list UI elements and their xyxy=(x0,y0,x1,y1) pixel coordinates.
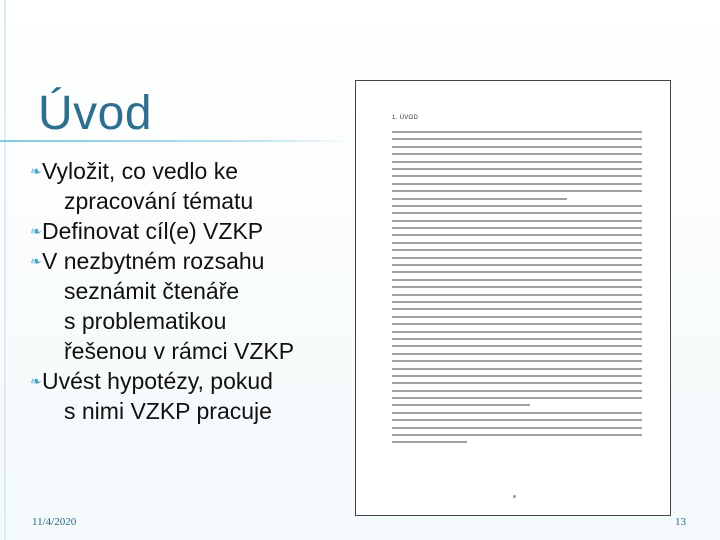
bullet-icon: ❧ xyxy=(30,253,42,269)
bullet-line: s problematikou xyxy=(64,308,227,334)
bullet-item xyxy=(30,156,350,216)
bullet-item xyxy=(30,246,350,366)
document-text-line xyxy=(392,345,642,347)
document-text-line xyxy=(392,168,642,170)
document-text-line xyxy=(392,227,642,229)
document-text-line xyxy=(392,323,642,325)
bullet-line: řešenou v rámci VZKP xyxy=(64,338,295,364)
document-text-line xyxy=(392,175,642,177)
document-text-line xyxy=(392,220,642,222)
bullet-line: Definovat cíl(e) VZKP xyxy=(42,218,264,244)
document-text-line xyxy=(392,375,642,377)
document-text-line xyxy=(392,264,642,266)
document-text-line xyxy=(392,146,642,148)
document-text-block xyxy=(392,131,642,449)
slide-title: Úvod xyxy=(38,87,153,140)
document-text-line xyxy=(392,153,642,155)
document-text-line xyxy=(392,242,642,244)
document-heading: 1. ÚVOD xyxy=(392,115,419,121)
document-text-line xyxy=(392,397,642,399)
document-text-line xyxy=(392,419,642,421)
document-text-line xyxy=(392,198,567,200)
document-text-line xyxy=(392,205,642,207)
document-text-line xyxy=(392,382,642,384)
document-text-line xyxy=(392,390,642,392)
left-accent-rule xyxy=(4,0,6,540)
document-text-line xyxy=(392,234,642,236)
bullet-item xyxy=(30,366,350,426)
document-text-line xyxy=(392,316,642,318)
document-text-line xyxy=(392,412,642,414)
document-text-line xyxy=(392,434,642,436)
document-text-line xyxy=(392,279,642,281)
document-text-line xyxy=(392,294,642,296)
document-text-line xyxy=(392,190,642,192)
slide-date: 11/4/2020 xyxy=(32,516,77,528)
bullet-icon: ❧ xyxy=(30,223,42,239)
document-page-marker xyxy=(513,495,516,498)
bullet-icon: ❧ xyxy=(30,163,42,179)
bullet-line: Uvést hypotézy, pokud xyxy=(42,368,273,394)
document-text-line xyxy=(392,271,642,273)
document-text-line xyxy=(392,353,642,355)
document-page-image xyxy=(355,80,671,516)
document-text-line xyxy=(392,308,642,310)
document-text-line xyxy=(392,212,642,214)
title-underline xyxy=(0,140,352,142)
document-text-line xyxy=(392,249,642,251)
bullet-item xyxy=(30,216,350,246)
bullet-line: zpracování tématu xyxy=(64,188,254,214)
document-text-line xyxy=(392,338,642,340)
document-text-line xyxy=(392,161,642,163)
document-text-line xyxy=(392,138,642,140)
bullet-line: seznámit čtenáře xyxy=(64,278,240,304)
bullet-list xyxy=(30,156,350,426)
document-text-line xyxy=(392,257,642,259)
document-text-line xyxy=(392,331,642,333)
slide-page-number: 13 xyxy=(675,516,686,528)
document-text-line xyxy=(392,301,642,303)
document-text-line xyxy=(392,183,642,185)
document-text-line xyxy=(392,427,642,429)
bullet-line: Vyložit, co vedlo ke xyxy=(42,158,239,184)
document-text-line xyxy=(392,286,642,288)
document-text-line xyxy=(392,404,530,406)
document-text-line xyxy=(392,131,642,133)
document-text-line xyxy=(392,441,467,443)
bullet-line: V nezbytném rozsahu xyxy=(42,248,265,274)
bullet-icon: ❧ xyxy=(30,373,42,389)
bullet-line: s nimi VZKP pracuje xyxy=(64,398,272,424)
document-text-line xyxy=(392,360,642,362)
document-text-line xyxy=(392,368,642,370)
